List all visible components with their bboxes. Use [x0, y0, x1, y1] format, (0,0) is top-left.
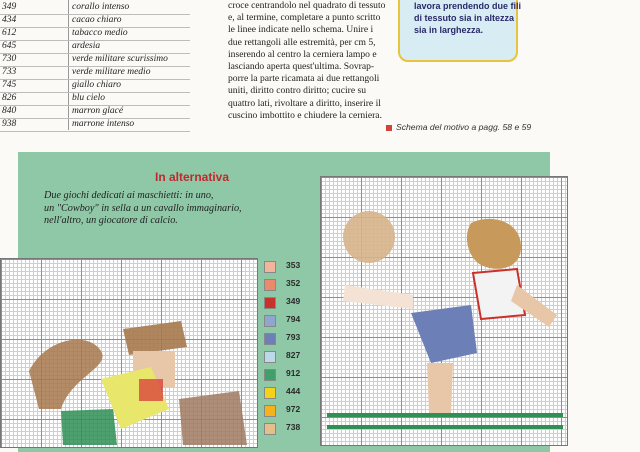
floss-number: 827	[286, 350, 301, 360]
article-line: inserendo al centro la cerniera lampo e	[228, 48, 377, 60]
color-key-name: tabacco medio	[72, 28, 128, 38]
floss-number: 444	[286, 386, 301, 396]
floss-legend-row	[262, 278, 306, 296]
floss-swatch	[264, 369, 276, 381]
article-text	[228, 0, 388, 122]
floss-swatch	[264, 261, 276, 273]
color-key-row	[0, 79, 190, 93]
soccer-player-motif-illustration	[321, 177, 568, 446]
color-key-code: 434	[2, 15, 17, 25]
floss-legend-row	[262, 314, 306, 332]
motif-reference	[386, 122, 531, 132]
floss-swatch	[264, 333, 276, 345]
panel-heading: In alternativa	[155, 170, 230, 184]
color-key-code: 349	[2, 2, 17, 12]
color-key-row	[0, 118, 190, 132]
panel-description-line: Due giochi dedicati ai maschietti: in uno,	[44, 190, 214, 201]
article-line: le linee indicate nello schema. Unire i	[228, 24, 374, 36]
floss-legend-row	[262, 350, 306, 368]
color-key-name: marrone intenso	[72, 119, 135, 129]
floss-number: 793	[286, 332, 301, 342]
article-line: porre la parte ricamata ai due rettangoli	[228, 73, 380, 85]
color-key-code: 840	[2, 106, 17, 116]
color-key-code: 745	[2, 80, 17, 90]
color-key-row	[0, 105, 190, 119]
floss-number: 349	[286, 296, 301, 306]
callout-line: di tessuto sia in altezza	[414, 13, 515, 23]
floss-number: 794	[286, 314, 301, 324]
color-key-name: verde militare medio	[72, 67, 151, 77]
color-key-code: 730	[2, 54, 17, 64]
callout-line: lavora prendendo due fili	[414, 1, 522, 11]
color-key-row	[0, 92, 190, 106]
floss-swatch	[264, 297, 276, 309]
floss-legend-row	[262, 296, 306, 314]
color-key-name: ardesia	[72, 41, 101, 51]
floss-legend-row	[262, 332, 306, 350]
article-line: lasciando aperta quest'ultima. Sovrap-	[228, 60, 375, 72]
floss-swatch	[264, 423, 276, 435]
panel-description	[44, 190, 314, 228]
color-key-code: 826	[2, 93, 17, 103]
article-line: e, al termine, completare a punto scritto	[228, 12, 381, 24]
floss-swatch	[264, 387, 276, 399]
tip-callout-box	[398, 0, 522, 62]
panel-description-line: un "Cowboy" in sella a un cavallo immaginario,	[44, 202, 242, 214]
color-key-name: blu cielo	[72, 93, 105, 103]
floss-swatch	[264, 405, 276, 417]
floss-legend-row	[262, 404, 306, 422]
floss-number: 353	[286, 260, 301, 270]
panel-description-line: nell'altro, un giocatore di calcio.	[44, 215, 178, 226]
floss-legend-row	[262, 386, 306, 404]
color-key-row	[0, 53, 190, 67]
color-key-name: verde militare scurissimo	[72, 54, 168, 64]
floss-number: 912	[286, 368, 301, 378]
color-key-name: corallo intenso	[72, 2, 130, 12]
color-key-row	[0, 27, 190, 41]
floss-swatch	[264, 315, 276, 327]
article-line: uniti, diritto contro diritto; cucire su	[228, 85, 367, 97]
floss-swatch	[264, 279, 276, 291]
floss-number: 738	[286, 422, 301, 432]
article-line: quattro lati, rivoltare a diritto, inserire il	[228, 97, 381, 109]
soccer-player-cross-stitch-chart	[320, 176, 568, 446]
color-key-row	[0, 1, 190, 15]
red-square-bullet-icon	[386, 125, 392, 131]
color-key-name: cacao chiaro	[72, 15, 122, 25]
floss-number: 972	[286, 404, 301, 414]
color-key-code: 645	[2, 41, 17, 51]
floss-number: 352	[286, 278, 301, 288]
cowboy-cross-stitch-chart	[0, 258, 258, 448]
color-key-code: 938	[2, 119, 17, 129]
callout-line: sia in larghezza.	[414, 25, 484, 35]
article-line: croce centrandolo nel quadrato di tessuto	[228, 0, 386, 11]
article-line: cuscino imbottito e chiudere la cerniera.	[228, 109, 382, 121]
floss-legend-row	[262, 422, 306, 440]
tip-callout-text	[414, 0, 522, 36]
color-key-row	[0, 40, 190, 54]
motif-reference-text: Schema del motivo a pagg. 58 e 59	[396, 122, 532, 132]
color-key-row	[0, 66, 190, 80]
color-key-row	[0, 14, 190, 28]
color-key-code: 733	[2, 67, 17, 77]
floss-legend-row	[262, 260, 306, 278]
floss-swatch	[264, 351, 276, 363]
article-line: due rettangoli alle estremità, per cm 5,	[228, 36, 376, 48]
floss-legend-row	[262, 368, 306, 386]
color-key-name: giallo chiaro	[72, 80, 121, 90]
color-key-name: marron glacé	[72, 106, 124, 116]
color-key-code: 612	[2, 28, 17, 38]
cowboy-motif-illustration	[1, 259, 258, 448]
